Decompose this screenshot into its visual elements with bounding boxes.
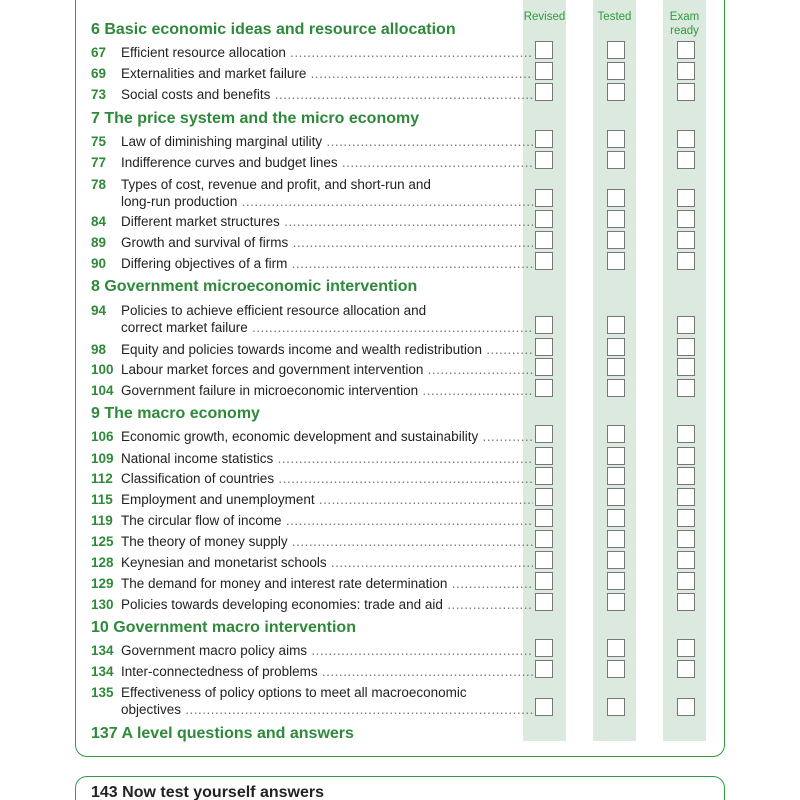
topic-title: Economic growth, economic development and sustainability ..... bbox=[121, 428, 533, 445]
topic-title: Inter-connectedness of problems ..... bbox=[121, 663, 533, 680]
page-number: 135 bbox=[91, 685, 114, 700]
topic-title: Efficient resource allocation ..... bbox=[121, 44, 533, 61]
exam-ready-checkbox[interactable] bbox=[677, 189, 695, 207]
tested-checkbox[interactable] bbox=[607, 379, 625, 397]
topic-title: Classification of countries ..... bbox=[121, 470, 533, 487]
tested-checkbox[interactable] bbox=[607, 83, 625, 101]
revised-checkbox[interactable] bbox=[535, 338, 553, 356]
revised-checkbox[interactable] bbox=[535, 379, 553, 397]
page-number: 128 bbox=[91, 555, 114, 570]
topic-title: The demand for money and interest rate determination ..... bbox=[121, 575, 533, 592]
revised-checkbox[interactable] bbox=[535, 551, 553, 569]
page-number: 84 bbox=[91, 214, 107, 229]
topic-title: Law of diminishing marginal utility ..... bbox=[121, 133, 533, 150]
exam-ready-checkbox[interactable] bbox=[677, 488, 695, 506]
topic-title: Growth and survival of firms ..... bbox=[121, 234, 533, 251]
exam-ready-checkbox[interactable] bbox=[677, 316, 695, 334]
tested-checkbox[interactable] bbox=[607, 41, 625, 59]
revised-checkbox[interactable] bbox=[535, 425, 553, 443]
revised-checkbox[interactable] bbox=[535, 130, 553, 148]
topic-title: Government failure in microeconomic intervention ..... bbox=[121, 382, 533, 399]
page-number: 109 bbox=[91, 451, 114, 466]
topic-title: Equity and policies towards income and wealth redistribution ..... bbox=[121, 341, 533, 358]
page-number: 75 bbox=[91, 134, 107, 149]
revised-checkbox[interactable] bbox=[535, 231, 553, 249]
tested-checkbox[interactable] bbox=[607, 62, 625, 80]
tested-checkbox[interactable] bbox=[607, 189, 625, 207]
tested-checkbox[interactable] bbox=[607, 639, 625, 657]
topic-title: Labour market forces and government intervention ..... bbox=[121, 361, 533, 378]
exam-ready-checkbox[interactable] bbox=[677, 551, 695, 569]
page-number: 100 bbox=[91, 362, 114, 377]
revised-checkbox[interactable] bbox=[535, 252, 553, 270]
revised-checkbox[interactable] bbox=[535, 509, 553, 527]
topic-title: Indifference curves and budget lines ..... bbox=[121, 154, 533, 171]
revised-checkbox[interactable] bbox=[535, 41, 553, 59]
revised-checkbox[interactable] bbox=[535, 593, 553, 611]
topic-title: Keynesian and monetarist schools ..... bbox=[121, 554, 533, 571]
section-heading: 7 The price system and the micro economy bbox=[91, 110, 420, 127]
tested-checkbox[interactable] bbox=[607, 660, 625, 678]
exam-ready-checkbox[interactable] bbox=[677, 210, 695, 228]
page-number: 73 bbox=[91, 87, 107, 102]
topic-title: Different market structures ..... bbox=[121, 213, 533, 230]
exam-ready-checkbox[interactable] bbox=[677, 338, 695, 356]
page-number: 106 bbox=[91, 429, 114, 444]
exam-ready-checkbox[interactable] bbox=[677, 62, 695, 80]
page-number: 67 bbox=[91, 45, 107, 60]
page-number: 69 bbox=[91, 66, 107, 81]
tested-checkbox[interactable] bbox=[607, 698, 625, 716]
final-section-heading: 137 A level questions and answers bbox=[91, 725, 354, 742]
tested-checkbox[interactable] bbox=[607, 467, 625, 485]
revised-checkbox[interactable] bbox=[535, 467, 553, 485]
revised-checkbox[interactable] bbox=[535, 358, 553, 376]
topic-title-line2: objectives ..... bbox=[121, 702, 533, 717]
revised-checkbox[interactable] bbox=[535, 151, 553, 169]
revised-checkbox[interactable] bbox=[535, 316, 553, 334]
page-number: 130 bbox=[91, 597, 114, 612]
revised-checkbox[interactable] bbox=[535, 488, 553, 506]
exam-ready-checkbox[interactable] bbox=[677, 660, 695, 678]
tested-checkbox[interactable] bbox=[607, 488, 625, 506]
tested-checkbox[interactable] bbox=[607, 151, 625, 169]
revised-checkbox[interactable] bbox=[535, 660, 553, 678]
topic-title-line1: Types of cost, revenue and profit, and short-run and bbox=[121, 177, 431, 192]
exam-ready-checkbox[interactable] bbox=[677, 447, 695, 465]
exam-ready-header-line2: ready bbox=[670, 25, 699, 37]
exam-ready-checkbox[interactable] bbox=[677, 509, 695, 527]
topic-title bbox=[121, 176, 533, 210]
revised-checkbox[interactable] bbox=[535, 62, 553, 80]
topic-title: Externalities and market failure ..... bbox=[121, 65, 533, 82]
tested-checkbox[interactable] bbox=[607, 231, 625, 249]
tested-checkbox[interactable] bbox=[607, 509, 625, 527]
tested-checkbox[interactable] bbox=[607, 252, 625, 270]
section-heading: 6 Basic economic ideas and resource allocation bbox=[91, 21, 456, 38]
topic-title bbox=[121, 302, 533, 336]
tested-checkbox[interactable] bbox=[607, 572, 625, 590]
tested-header: Tested bbox=[597, 11, 632, 23]
page-number: 98 bbox=[91, 342, 107, 357]
section-heading: 8 Government microeconomic intervention bbox=[91, 278, 418, 295]
topic-title: Policies towards developing economies: trade and aid ..... bbox=[121, 596, 533, 613]
section-heading: 9 The macro economy bbox=[91, 405, 260, 422]
revised-checkbox[interactable] bbox=[535, 210, 553, 228]
tested-checkbox[interactable] bbox=[607, 358, 625, 376]
page-number: 129 bbox=[91, 576, 114, 591]
revised-checkbox[interactable] bbox=[535, 189, 553, 207]
tested-checkbox[interactable] bbox=[607, 551, 625, 569]
topic-title: The circular flow of income ..... bbox=[121, 512, 533, 529]
topic-title-line1: Policies to achieve efficient resource allocation and bbox=[121, 303, 427, 318]
revised-checkbox[interactable] bbox=[535, 447, 553, 465]
topic-title: Government macro policy aims ..... bbox=[121, 642, 533, 659]
topic-title: The theory of money supply ..... bbox=[121, 533, 533, 550]
exam-ready-checkbox[interactable] bbox=[677, 467, 695, 485]
page-number: 77 bbox=[91, 155, 107, 170]
exam-ready-checkbox[interactable] bbox=[677, 83, 695, 101]
exam-ready-checkbox[interactable] bbox=[677, 593, 695, 611]
page-number: 134 bbox=[91, 664, 114, 679]
tested-checkbox[interactable] bbox=[607, 530, 625, 548]
exam-ready-checkbox[interactable] bbox=[677, 379, 695, 397]
topic-title: Social costs and benefits ..... bbox=[121, 86, 533, 103]
page-number: 119 bbox=[91, 513, 113, 528]
exam-ready-checkbox[interactable] bbox=[677, 698, 695, 716]
topic-title: National income statistics ..... bbox=[121, 450, 533, 467]
topic-title-line2: long-run production ..... bbox=[121, 194, 533, 209]
exam-ready-checkbox[interactable] bbox=[677, 151, 695, 169]
revised-checkbox[interactable] bbox=[535, 572, 553, 590]
tested-checkbox[interactable] bbox=[607, 130, 625, 148]
exam-ready-header-line1: Exam bbox=[669, 11, 700, 23]
page-number: 134 bbox=[91, 643, 114, 658]
revised-checkbox[interactable] bbox=[535, 83, 553, 101]
topic-title: Employment and unemployment ..... bbox=[121, 491, 533, 508]
topic-title bbox=[121, 684, 533, 718]
exam-ready-checkbox[interactable] bbox=[677, 41, 695, 59]
exam-ready-checkbox[interactable] bbox=[677, 231, 695, 249]
page-number: 94 bbox=[91, 303, 107, 318]
exam-ready-checkbox[interactable] bbox=[677, 252, 695, 270]
page-number: 90 bbox=[91, 256, 107, 271]
page-number: 78 bbox=[91, 177, 107, 192]
tested-checkbox[interactable] bbox=[607, 338, 625, 356]
exam-ready-header bbox=[663, 10, 706, 38]
tested-checkbox[interactable] bbox=[607, 447, 625, 465]
page-number: 89 bbox=[91, 235, 107, 250]
exam-ready-checkbox[interactable] bbox=[677, 572, 695, 590]
topic-title-line1: Effectiveness of policy options to meet all macroeconomic bbox=[121, 685, 467, 700]
exam-ready-checkbox[interactable] bbox=[677, 130, 695, 148]
tested-checkbox[interactable] bbox=[607, 593, 625, 611]
exam-ready-checkbox[interactable] bbox=[677, 530, 695, 548]
revised-checkbox[interactable] bbox=[535, 639, 553, 657]
revised-checkbox[interactable] bbox=[535, 530, 553, 548]
topic-title: Differing objectives of a firm ..... bbox=[121, 255, 533, 272]
tested-checkbox[interactable] bbox=[607, 210, 625, 228]
page-number: 104 bbox=[91, 383, 114, 398]
tested-checkbox[interactable] bbox=[607, 425, 625, 443]
tested-checkbox[interactable] bbox=[607, 316, 625, 334]
bottom-contents-item: 143 Now test yourself answers bbox=[91, 784, 324, 800]
page-number: 115 bbox=[91, 492, 113, 507]
exam-ready-checkbox[interactable] bbox=[677, 425, 695, 443]
exam-ready-checkbox[interactable] bbox=[677, 639, 695, 657]
topic-title-line2: correct market failure ..... bbox=[121, 320, 533, 335]
section-heading: 10 Government macro intervention bbox=[91, 619, 356, 636]
exam-ready-checkbox[interactable] bbox=[677, 358, 695, 376]
page-number: 112 bbox=[91, 471, 113, 486]
page-number: 125 bbox=[91, 534, 114, 549]
revised-header: Revised bbox=[523, 11, 566, 23]
revised-checkbox[interactable] bbox=[535, 698, 553, 716]
